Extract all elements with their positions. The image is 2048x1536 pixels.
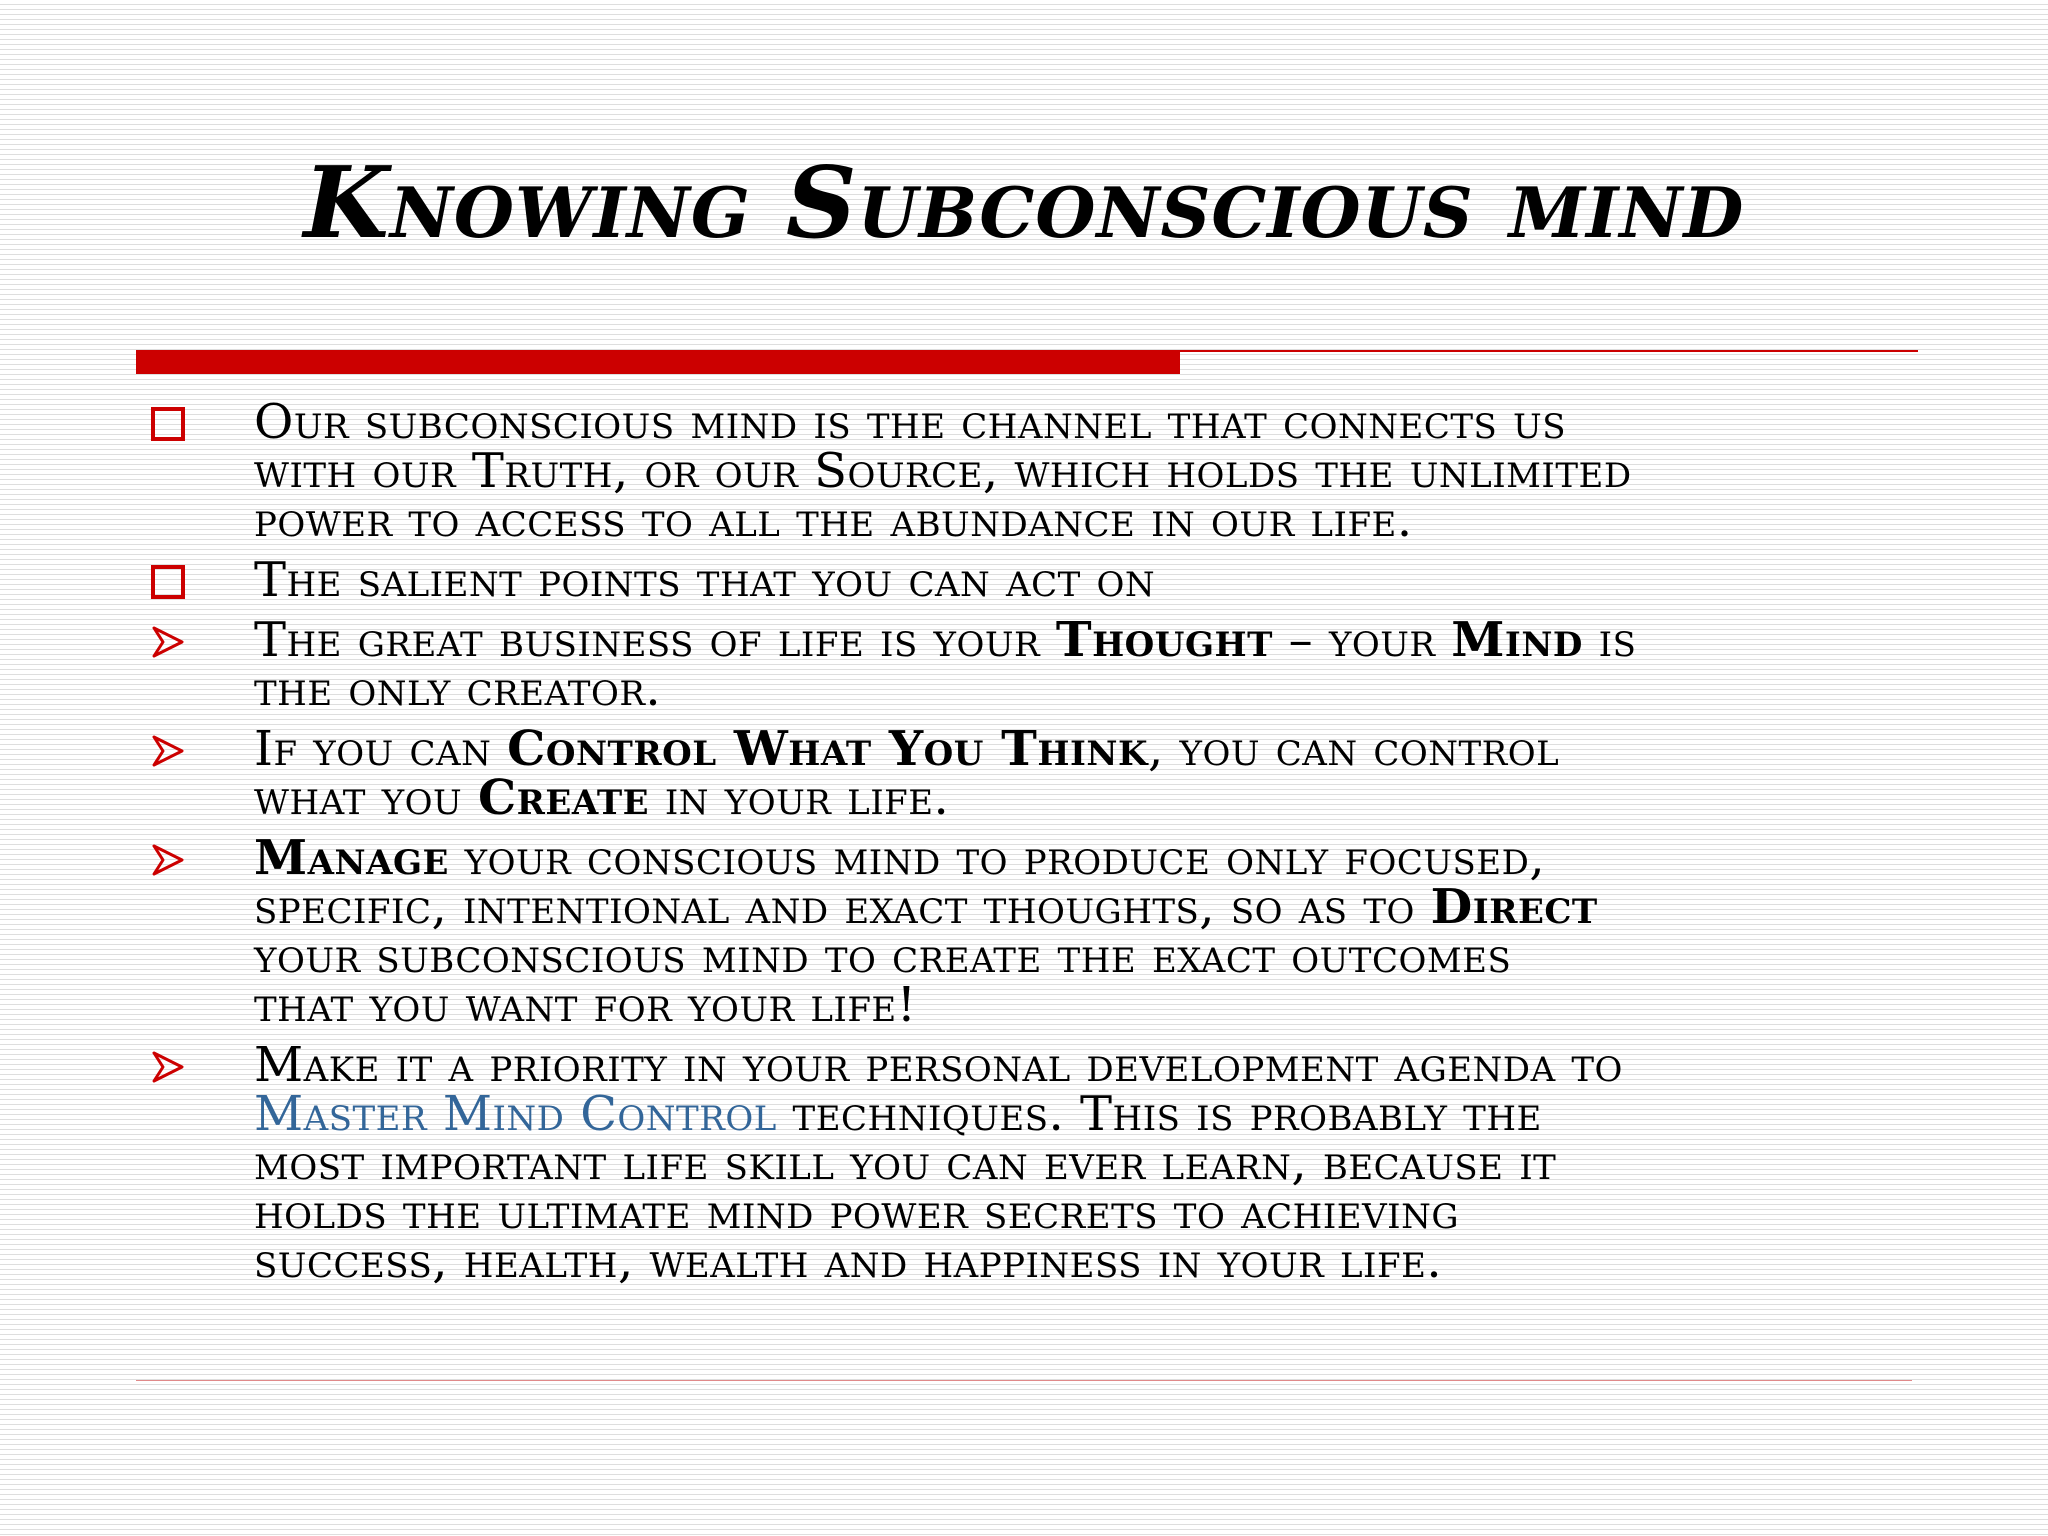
bullet-master-mind-control <box>150 1037 1890 1289</box>
bullet-manage-mind <box>150 830 1890 1033</box>
slide-title: Knowing Subconscious mind <box>303 146 1745 261</box>
bullet-line: Make it a priority in your personal development agenda to <box>254 1037 1623 1093</box>
bullet-control-think <box>150 721 1890 826</box>
bullet-line: Our subconscious mind is the channel that connects us <box>254 394 1567 450</box>
emphasis-control-what-you-think: Control What You Think <box>507 721 1148 777</box>
bullet-line: The great business of life is your Thought – your Mind is <box>254 612 1637 668</box>
bullet-line: most important life skill you can ever learn, because it <box>254 1135 1557 1191</box>
bullet-line: your subconscious mind to create the exact outcomes <box>254 928 1512 984</box>
emphasis-create: Create <box>477 770 650 826</box>
bullet-line: The salient points that you can act on <box>254 552 1156 608</box>
arrow-bullet-icon <box>150 624 186 660</box>
bullet-line: Manage your conscious mind to produce only focused, <box>254 830 1546 886</box>
title-underline-thin <box>1180 350 1918 352</box>
bullet-line: holds the ultimate mind power secrets to achieving <box>254 1184 1459 1240</box>
emphasis-manage: Manage <box>254 830 449 886</box>
bullet-line: power to access to all the abundance in our life. <box>254 492 1413 548</box>
arrow-bullet-icon <box>150 842 186 878</box>
square-bullet-icon <box>150 406 186 442</box>
arrow-bullet-icon <box>150 733 186 769</box>
footer-divider <box>136 1380 1912 1381</box>
bullet-line: the only creator. <box>254 661 662 717</box>
master-mind-control-link[interactable]: Master Mind Control <box>254 1086 777 1142</box>
bullet-list <box>150 394 1890 1297</box>
bullet-subconscious-channel <box>150 394 1890 548</box>
bullet-line: If you can Control What You Think, you can control <box>254 721 1560 777</box>
bullet-thought-creator <box>150 612 1890 717</box>
title-underline-thick <box>136 350 1180 374</box>
bullet-line: what you Create in your life. <box>254 770 950 826</box>
arrow-bullet-icon <box>150 1049 186 1085</box>
square-bullet-icon <box>150 564 186 600</box>
bullet-line: that you want for your life! <box>254 977 917 1033</box>
emphasis-direct: Direct <box>1430 879 1598 935</box>
bullet-line: with our Truth, or our Source, which holds the unlimited <box>254 443 1632 499</box>
bullet-salient-points <box>150 552 1890 608</box>
bullet-line: success, health, wealth and happiness in your life. <box>254 1233 1443 1289</box>
bullet-line: specific, intentional and exact thoughts, so as to Direct <box>254 879 1598 935</box>
emphasis-thought: Thought <box>1055 612 1273 668</box>
bullet-line: Master Mind Control techniques. This is probably the <box>254 1086 1542 1142</box>
emphasis-mind: Mind <box>1451 612 1583 668</box>
